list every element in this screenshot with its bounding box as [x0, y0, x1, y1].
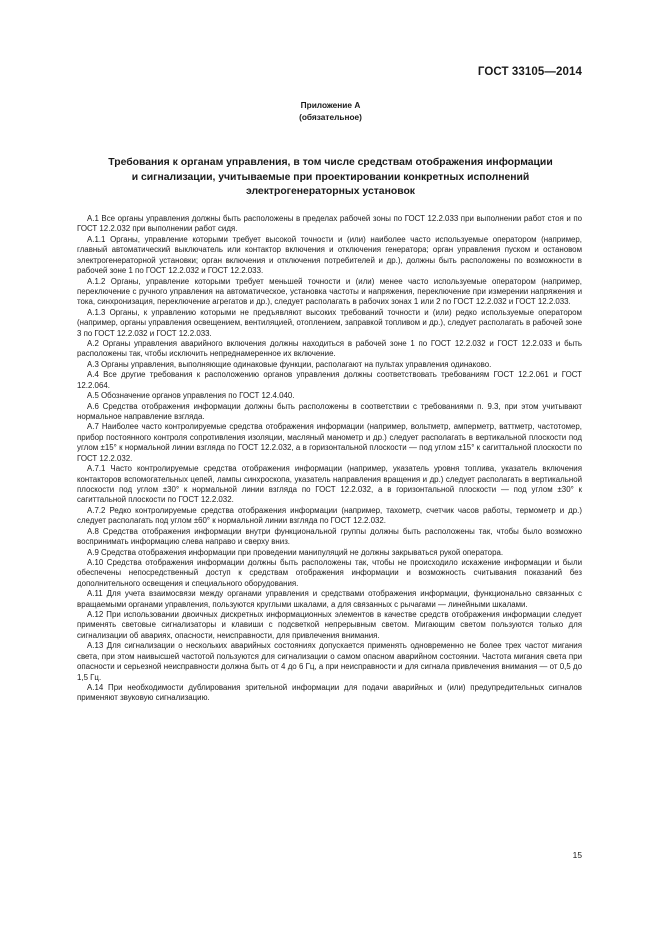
- section-title-line: электрогенераторных установок: [245, 186, 416, 197]
- paragraph-a1-1: А.1.1 Органы, управление которыми требует высокой точности и (или) наиболее часто используемые оператором (например, главный автоматический выключатель или контактор включения и отключения генератора; орган управления пуском и остановом электрогенераторной установки; орган включения и отключения потребителей и др.), должны быть расположены по возможности в рабочей зоне 1 по ГОСТ 12.2.032 и ГОСТ 12.2.033.: [77, 234, 582, 276]
- paragraph-a1-3: А.1.3 Органы, к управлению которыми не предъявляют высоких требований точности и (или) редко используемые оператором (например, органы управления освещением, вентиляцией, отоплением, заправкой топливом и др.), следует располагать в рабочей зоне 3 по ГОСТ 12.2.032 и ГОСТ 12.2.033.: [77, 307, 582, 338]
- page-number: 15: [572, 850, 582, 860]
- paragraph-a13: А.13 Для сигнализации о нескольких аварийных состояниях допускается применять одновременно не более трех частот мигания света, при этом наивысшей частотой пользуются для сигнализации о самом опасном аварийном состоянии. Частота мигания света при опасности и серьезной неисправности должна быть от 4 до 6 Гц, а при неисправности и для сигнала привлечения внимания — от 0,5 до 1,5 Гц.: [77, 641, 582, 682]
- section-title-line: Требования к органам управления, в том числе средствам отображения информации: [108, 157, 553, 168]
- paragraph-a9: А.9 Средства отображения информации при проведении манипуляций не должны закрываться рукой оператора.: [87, 547, 504, 557]
- paragraph-a4: А.4 Все другие требования к расположению органов управления должны соответствовать требованиям ГОСТ 12.2.061 и ГОСТ 12.2.064.: [77, 370, 582, 390]
- paragraph-a12: А.12 При использовании двоичных дискретных информационных элементов в качестве средств отображения информации следует применять световые сигнализаторы и клавиши с подсветкой непрерывным светом. Мигающим светом пользуются только для сигнализации об авариях, опасности, неисправности, для привлечения внимания.: [77, 610, 582, 640]
- body-text: [77, 214, 582, 704]
- standard-id: ГОСТ 33105—2014: [477, 66, 582, 78]
- annex-heading: [0, 99, 661, 123]
- paragraph-a3: А.3 Органы управления, выполняющие одинаковые функции, располагают на пультах управления одинаково.: [87, 359, 492, 369]
- section-title: [70, 156, 591, 200]
- paragraph-a7-2: А.7.2 Редко контролируемые средства отображения информации (например, тахометр, счетчик часов работы, термометр и др.) следует располагать под углом ±60° к нормальной линии взгляда по ГОСТ 12.2.032.: [77, 505, 582, 526]
- paragraph-a5: А.5 Обозначение органов управления по ГОСТ 12.4.040.: [87, 391, 295, 401]
- annex-status: (обязательное): [299, 112, 362, 122]
- paragraph-a11: А.11 Для учета взаимосвязи между органами управления и средствами отображения информации, функционально связанных с вращаемыми органами управления, пользуются круглыми шкалами, а для связанных с рычагами — линейными шкалами.: [77, 589, 582, 609]
- paragraph-a14: А.14 При необходимости дублирования зрительной информации для подачи аварийных и (или) предупредительных сигналов применяют звуковую сигнализацию.: [77, 682, 582, 703]
- paragraph-a8: А.8 Средства отображения информации внутри функциональной группы должны быть расположены так, чтобы было возможно воспринимать информацию слева направо и сверху вниз.: [77, 526, 582, 547]
- paragraph-a1-2: А.1.2 Органы, управление которыми требует меньшей точности и (или) менее часто используемые оператором (например, переключение с ручного управления на автоматическое, установка частоты и напряжения, переключение при измерении напряжения и тока, синхронизация, переключение агрегатов и др.), следует располагать в рабочих зонах 1 или 2 по ГОСТ 12.2.032 и ГОСТ 12.2.033.: [77, 276, 582, 307]
- section-title-line: и сигнализации, учитываемые при проектировании конкретных исполнений: [131, 171, 530, 183]
- paragraph-a7-1: А.7.1 Часто контролируемые средства отображения информации (например, указатель уровня топлива, указатель включения контакторов вспомогательных цепей, лампы синхроскопа, указатель направления вращения и др.) следует располагать в вертикальной плоскости под углом ±30° к нормальной линии взгляда по ГОСТ 12.2.032, а в горизонтальной плоскости — под углом ±30° к сагиттальной плоскости по ГОСТ 12.2.032.: [77, 464, 582, 505]
- paragraph-a10: А.10 Средства отображения информации должны быть расположены так, чтобы не происходило искажение информации и были обеспечены непосредственный доступ к средствам отображения информации и возможность считывания показаний без дополнительного освещения и специального оборудования.: [77, 557, 582, 588]
- paragraph-a2: А.2 Органы управления аварийного включения должны находиться в рабочей зоне 1 по ГОСТ 12.2.032 и ГОСТ 12.2.033 и быть расположены так, чтобы исключить непреднамеренное их включение.: [77, 339, 582, 359]
- paragraph-a7: А.7 Наиболее часто контролируемые средства отображения информации (например, вольтметр, амперметр, ваттметр, частотомер, прибор постоянного контроля сопротивления изоляции, масляный манометр и др.) следует располагать в вертикальной плоскости под углом ±15° к нормальной линии взгляда по ГОСТ 12.2.032, а в горизонтальной плоскости — под углом ±15° к сагиттальной плоскости по ГОСТ 12.2.032.: [77, 422, 582, 463]
- paragraph-a1: А.1 Все органы управления должны быть расположены в пределах рабочей зоны по ГОСТ 12.2.033 при выполнении работ стоя и по ГОСТ 12.2.032 при выполнении работ сидя.: [77, 214, 582, 234]
- paragraph-a6: А.6 Средства отображения информации должны быть расположены в соответствии с требованиями п. 9.3, при этом учитывают нормальное направление взгляда.: [77, 401, 582, 422]
- annex-title: Приложение А: [300, 100, 361, 110]
